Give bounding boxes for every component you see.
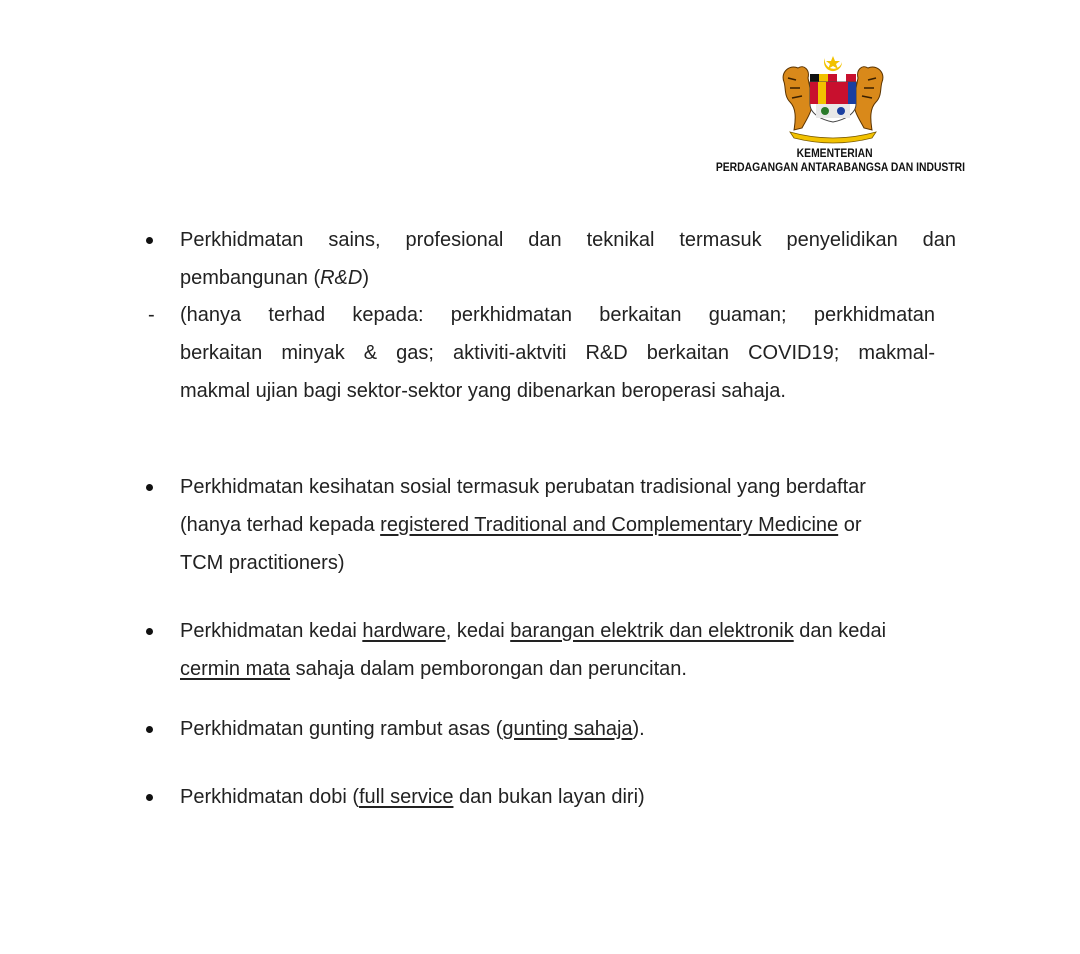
- list-item: [180, 612, 956, 688]
- list-item: [180, 468, 956, 582]
- ministry-line-2: PERDAGANGAN ANTARABANGSA DAN INDUSTRI: [715, 162, 966, 174]
- item-text-underlined: gunting sahaja: [502, 718, 633, 740]
- item-line: [180, 710, 956, 748]
- item-line: [180, 778, 956, 816]
- item-text: sahaja dalam pemborongan dan peruncitan.: [290, 658, 687, 680]
- bullet-dot-icon: [146, 237, 153, 244]
- bullet-dot-icon: [146, 628, 153, 635]
- item-text: (hanya terhad kepada: [180, 514, 381, 536]
- dash-marker: -: [148, 304, 155, 326]
- bullet-dot-icon: [146, 794, 153, 801]
- list-item: [180, 778, 956, 816]
- item-text: dan kedai: [793, 620, 887, 642]
- item-text: ): [362, 267, 370, 289]
- item-text-italic: R&D: [320, 267, 363, 289]
- list-item: [180, 221, 956, 297]
- item-line: (hanya terhad kepada: perkhidmatan berkaitan guaman; perkhidmatan: [180, 304, 935, 326]
- item-text-underlined: full service: [358, 786, 454, 808]
- item-text-underlined: barangan elektrik dan elektronik: [510, 620, 794, 642]
- item-text: ).: [632, 718, 645, 740]
- ministry-line-1: KEMENTERIAN: [796, 148, 873, 160]
- ministry-name: [715, 147, 966, 175]
- item-text: pembangunan (: [180, 267, 321, 289]
- item-text: , kedai: [445, 620, 511, 642]
- item-text: or: [838, 514, 862, 536]
- bullet-marker: [146, 612, 153, 650]
- item-line: [180, 612, 956, 650]
- item-line: [180, 259, 956, 297]
- item-text: Perkhidmatan gunting rambut asas (: [180, 718, 503, 740]
- item-line: [180, 650, 956, 688]
- item-line: Perkhidmatan kesihatan sosial termasuk perubatan tradisional yang berdaftar: [180, 476, 866, 498]
- item-text: dan bukan layan diri): [453, 786, 645, 808]
- item-text-underlined: cermin mata: [180, 658, 291, 680]
- bullet-dot-icon: [146, 726, 153, 733]
- bullet-marker: [146, 710, 153, 748]
- item-line: berkaitan minyak & gas; aktiviti-aktviti R&D berkaitan COVID19; makmal-: [180, 342, 935, 364]
- item-text-underlined: hardware: [362, 620, 446, 642]
- list-item: [180, 296, 956, 410]
- bullet-marker: [146, 468, 153, 506]
- item-text: Perkhidmatan kedai: [180, 620, 363, 642]
- item-line: Perkhidmatan sains, profesional dan teknikal termasuk penyelidikan dan: [180, 229, 956, 251]
- item-text-underlined: registered Traditional and Complementary Medicine: [380, 514, 839, 536]
- bullet-dot-icon: [146, 484, 153, 491]
- bullet-marker: [146, 221, 153, 259]
- coat-of-arms-emblem: [776, 52, 890, 144]
- item-text: Perkhidmatan dobi (: [180, 786, 359, 808]
- list-item: [180, 710, 956, 748]
- item-line: makmal ujian bagi sektor-sektor yang dibenarkan beroperasi sahaja.: [180, 380, 786, 402]
- item-line: [180, 506, 956, 544]
- item-line: TCM practitioners): [180, 552, 345, 574]
- bullet-marker: [146, 778, 153, 816]
